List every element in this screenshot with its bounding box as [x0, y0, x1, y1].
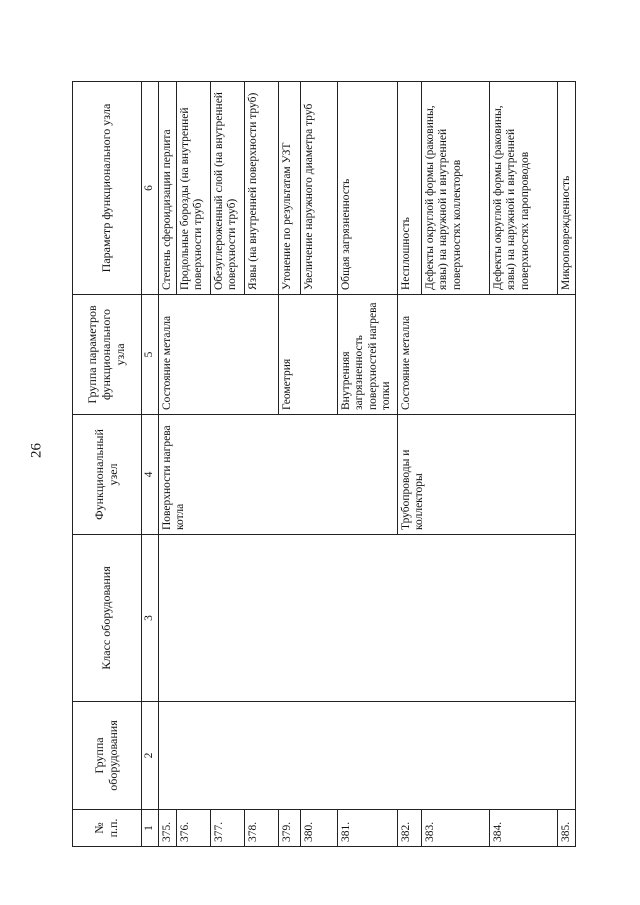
parameter-cell: Несплошность [398, 82, 422, 295]
column-number: 1 [142, 810, 159, 847]
column-number-row [142, 82, 159, 847]
parameter-cell: Обезуглероженный слой (на внутренней поверхности труб) [211, 82, 245, 295]
column-number: 5 [142, 295, 159, 415]
page-number: 26 [28, 443, 45, 458]
column-number: 3 [142, 535, 159, 702]
rotated-table-container [72, 82, 571, 847]
parameter-cell: Степень сфероидизации перлита [159, 82, 177, 295]
row-number: 378. [245, 810, 279, 847]
equipment-group-cell [159, 702, 576, 810]
parameter-cell: Утонение по результатам УЗТ [279, 82, 301, 295]
functional-node-cell: Трубопроводы и коллекторы [398, 415, 576, 535]
header-equipment-class: Класс оборудования [73, 535, 142, 702]
row-number: 377. [211, 810, 245, 847]
row-number: 375. [159, 810, 177, 847]
column-number: 6 [142, 82, 159, 295]
table-row [159, 82, 177, 847]
parameters-table [72, 81, 576, 847]
column-number: 2 [142, 702, 159, 810]
row-number: 381. [338, 810, 398, 847]
header-functional-node: Функциональный узел [73, 415, 142, 535]
header-parameter-group: Группа параметров функционального узла [73, 295, 142, 415]
header-number: № п.п. [73, 810, 142, 847]
parameter-cell: Язвы (на внутренней поверхности труб) [245, 82, 279, 295]
parameter-group-cell: Геометрия [279, 295, 338, 415]
parameter-cell: Продольные борозды (на внутренней поверхности труб) [177, 82, 211, 295]
parameter-cell: Дефекты округлой формы (раковины, язвы) на наружной и внутренней поверхностях коллекторов [422, 82, 490, 295]
row-number: 382. [398, 810, 422, 847]
parameter-cell: Дефекты округлой формы (раковины, язвы) на наружной и внутренней поверхностях паропроводов [490, 82, 558, 295]
parameter-cell: Микроповрежденность [558, 82, 576, 295]
row-number: 385. [558, 810, 576, 847]
row-number: 380. [301, 810, 338, 847]
row-number: 376. [177, 810, 211, 847]
parameter-group-cell: Состояние металла [398, 295, 576, 415]
row-number: 384. [490, 810, 558, 847]
column-number: 4 [142, 415, 159, 535]
parameter-cell: Увеличение наружного диаметра труб [301, 82, 338, 295]
header-equipment-group: Группа оборудования [73, 702, 142, 810]
parameter-cell: Общая загрязненность [338, 82, 398, 295]
parameter-group-cell: Состояние металла [159, 295, 279, 415]
table-header-row [73, 82, 142, 847]
equipment-class-cell [159, 535, 576, 702]
functional-node-cell: Поверхности нагрева котла [159, 415, 398, 535]
parameter-group-cell: Внутренняя загрязненность поверхностей нагрева топки [338, 295, 398, 415]
header-parameter: Параметр функционального узла [73, 82, 142, 295]
row-number: 383. [422, 810, 490, 847]
row-number: 379. [279, 810, 301, 847]
